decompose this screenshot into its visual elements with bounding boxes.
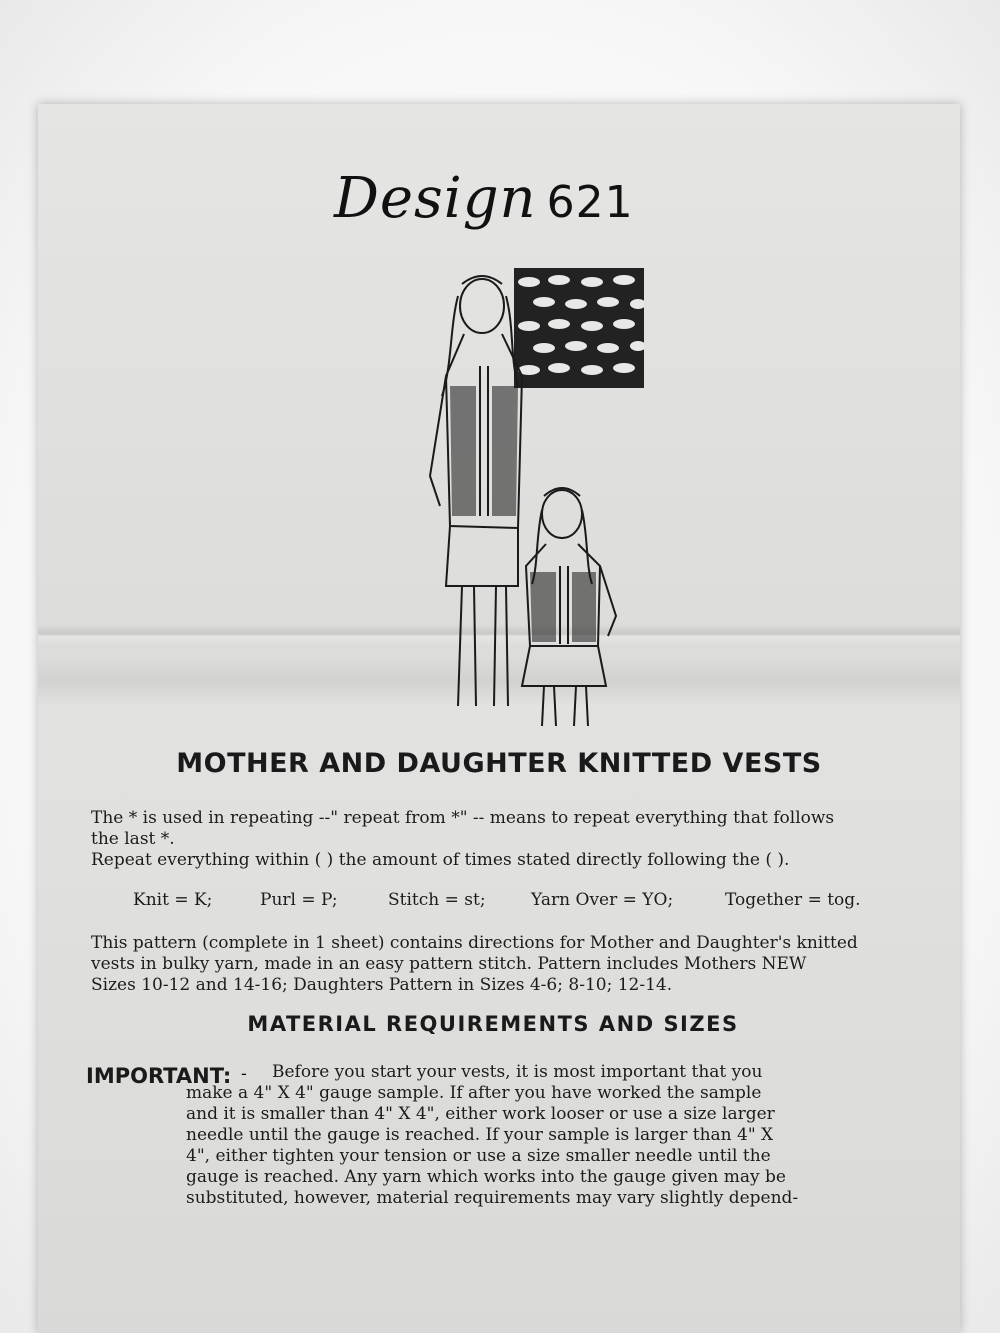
- abbreviation-item: Knit = K;: [133, 890, 213, 910]
- important-line: needle until the gauge is reached. If your sample is larger than 4" X: [186, 1125, 774, 1145]
- important-text: [186, 1062, 886, 1209]
- page-title: MOTHER AND DAUGHTER KNITTED VESTS: [176, 748, 822, 779]
- logo-number: 621: [546, 177, 634, 228]
- intro-text: [91, 808, 921, 871]
- important-dash: -: [241, 1064, 247, 1084]
- abbreviation-item: Together = tog.: [725, 890, 861, 910]
- description-line: Sizes 10-12 and 14-16; Daughters Pattern in Sizes 4-6; 8-10; 12-14.: [91, 975, 673, 995]
- abbreviation-item: Stitch = st;: [388, 890, 486, 910]
- important-line: 4", either tighten your tension or use a size smaller needle until the: [186, 1146, 771, 1166]
- important-line: and it is smaller than 4" X 4", either work looser or use a size larger: [186, 1104, 775, 1124]
- abbreviation-item: Yarn Over = YO;: [531, 890, 674, 910]
- important-line: substituted, however, material requirements may vary slightly depend-: [186, 1188, 799, 1208]
- important-label: IMPORTANT:: [86, 1064, 232, 1088]
- important-line: make a 4" X 4" gauge sample. If after you have worked the sample: [186, 1083, 762, 1103]
- important-line: gauge is reached. Any yarn which works into the gauge given may be: [186, 1167, 786, 1187]
- intro-line: the last *.: [91, 829, 175, 849]
- important-line: Before you start your vests, it is most important that you: [272, 1062, 763, 1082]
- design-logo: [334, 166, 634, 231]
- intro-line: The * is used in repeating --" repeat from *" -- means to repeat everything that follows: [91, 808, 835, 828]
- abbreviation-item: Purl = P;: [260, 890, 338, 910]
- description-line: vests in bulky yarn, made in an easy pattern stitch. Pattern includes Mothers NEW: [91, 954, 807, 974]
- pattern-sheet: [38, 104, 960, 1333]
- section-title: MATERIAL REQUIREMENTS AND SIZES: [247, 1012, 739, 1036]
- intro-line: Repeat everything within ( ) the amount of times stated directly following the ( ).: [91, 850, 790, 870]
- description-text: [91, 933, 931, 996]
- description-line: This pattern (complete in 1 sheet) contains directions for Mother and Daughter's knitted: [91, 933, 858, 953]
- logo-script: Design: [334, 166, 537, 231]
- mother-daughter-illustration: [410, 266, 640, 726]
